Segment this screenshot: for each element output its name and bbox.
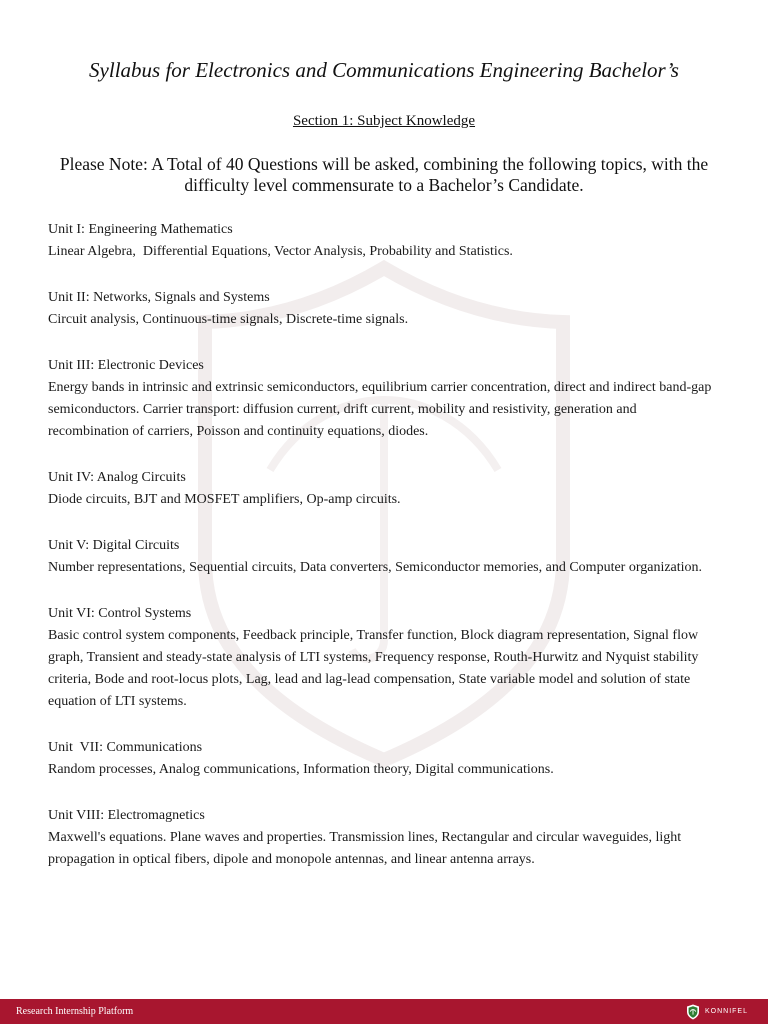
unit-8 bbox=[48, 805, 720, 871]
section-heading: Section 1: Subject Knowledge bbox=[292, 113, 476, 129]
unit-list bbox=[48, 219, 720, 895]
unit-7 bbox=[48, 737, 720, 781]
unit-topics: Linear Algebra, Differential Equations, Vector Analysis, Probability and Statistics. bbox=[48, 244, 513, 259]
unit-topics: Maxwell's equations. Plane waves and properties. Transmission lines, Rectangular and circular waveguides, light propagation in optical fibers, dipole and monopole antennas, and linear antenna arrays. bbox=[48, 830, 685, 867]
shield-icon bbox=[686, 1004, 700, 1020]
unit-topics: Basic control system components, Feedback principle, Transfer function, Block diagram representation, Signal flow graph, Transient and steady-state analysis of LTI systems, Frequency response, Routh-Hurwitz and Nyquist stability criteria, Bode and root-locus plots, Lag, lead and lag-lead compensation, State variable model and solution of state equation of LTI systems. bbox=[48, 628, 702, 709]
document-title: Syllabus for Electronics and Communications Engineering Bachelor’s bbox=[89, 58, 679, 82]
questions-note: Please Note: A Total of 40 Questions will be asked, combining the following topics, with the difficulty level commensurate to a Bachelor’s Candidate. bbox=[59, 154, 709, 195]
unit-title: Unit IV: Analog Circuits bbox=[48, 470, 186, 485]
unit-topics: Number representations, Sequential circuits, Data converters, Semiconductor memories, and Computer organization. bbox=[48, 560, 703, 575]
unit-5 bbox=[48, 535, 720, 579]
unit-1 bbox=[48, 219, 720, 263]
unit-title: Unit I: Engineering Mathematics bbox=[48, 222, 233, 237]
unit-topics: Diode circuits, BJT and MOSFET amplifiers, Op-amp circuits. bbox=[48, 492, 401, 507]
unit-topics: Energy bands in intrinsic and extrinsic semiconductors, equilibrium carrier concentration, direct and indirect band-gap semiconductors. Carrier transport: diffusion current, drift current, mobility and resistivity, generation and recombination of carriers, Poisson and continuity equations, diodes. bbox=[48, 380, 715, 439]
unit-3 bbox=[48, 355, 720, 443]
unit-title: Unit VIII: Electromagnetics bbox=[48, 808, 205, 823]
footer-bar bbox=[0, 999, 768, 1024]
unit-title: Unit II: Networks, Signals and Systems bbox=[48, 290, 270, 305]
unit-4 bbox=[48, 467, 720, 511]
unit-title: Unit VI: Control Systems bbox=[48, 606, 192, 621]
brand-name: KONNIFEL bbox=[704, 1008, 748, 1015]
unit-2 bbox=[48, 287, 720, 331]
unit-6 bbox=[48, 603, 720, 713]
unit-title: Unit VII: Communications bbox=[48, 740, 203, 755]
unit-topics: Circuit analysis, Continuous-time signals, Discrete-time signals. bbox=[48, 312, 409, 327]
unit-topics: Random processes, Analog communications, Information theory, Digital communications. bbox=[48, 762, 554, 777]
footer-platform-label: Research Internship Platform bbox=[16, 1006, 134, 1017]
unit-title: Unit V: Digital Circuits bbox=[48, 538, 180, 553]
footer-brand bbox=[686, 1003, 748, 1020]
unit-title: Unit III: Electronic Devices bbox=[48, 358, 204, 373]
